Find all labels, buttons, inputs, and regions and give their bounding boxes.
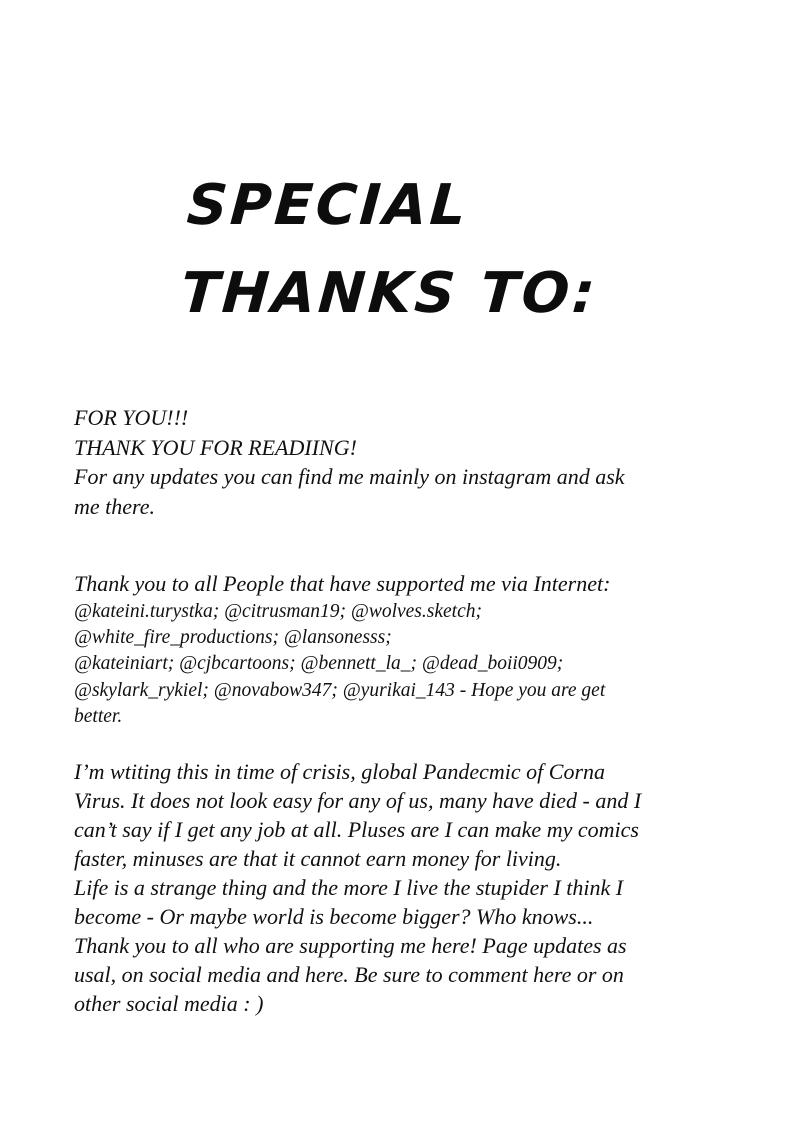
title-line-1: SPECIAL — [184, 173, 471, 238]
message-line: other social media : ) — [74, 991, 264, 1016]
supporters-block — [74, 569, 714, 730]
handle-line: @kateiniart; @cjbcartoons; @bennett_la_; @dead_boii0909; — [74, 653, 564, 675]
crisis-message-block — [74, 757, 714, 1018]
message-line: I’m wtiting this in time of crisis, global Pandecmic of Corna — [74, 759, 606, 784]
message-line: usal, on social media and here. Be sure to comment here or on — [74, 962, 624, 987]
supporters-lead: Thank you to all People that have supported me via Internet: — [74, 571, 611, 596]
message-line: Thank you to all who are supporting me here! Page updates as — [74, 933, 627, 958]
intro-block — [74, 403, 714, 521]
intro-line: For any updates you can find me mainly on instagram and ask — [74, 464, 625, 489]
page-title — [178, 162, 607, 338]
supporter-handles — [74, 599, 714, 730]
message-line: Virus. It does not look easy for any of us, many have died - and I — [74, 788, 642, 813]
intro-line: me there. — [74, 493, 156, 519]
message-line: Life is a strange thing and the more I live the stupider I think I — [74, 875, 624, 900]
intro-line: FOR YOU!!! — [74, 405, 189, 430]
handle-line: @white_fire_productions; @lansonesss; — [74, 627, 392, 649]
intro-line: THANK YOU FOR READIING! — [74, 434, 357, 460]
message-line: can’t say if I get any job at all. Pluses are I can make my comics — [74, 817, 639, 842]
message-line: become - Or maybe world is become bigger? Who knows... — [74, 904, 594, 929]
handle-line: @kateini.turystka; @citrusman19; @wolves.sketch; — [74, 601, 482, 622]
title-line-2: THANKS TO: — [178, 261, 600, 326]
handle-line: @skylark_rykiel; @novabow347; @yurikai_143 - Hope you are get — [74, 679, 606, 701]
handle-line: better. — [74, 705, 123, 727]
message-line: faster, minuses are that it cannot earn money for living. — [74, 846, 562, 871]
